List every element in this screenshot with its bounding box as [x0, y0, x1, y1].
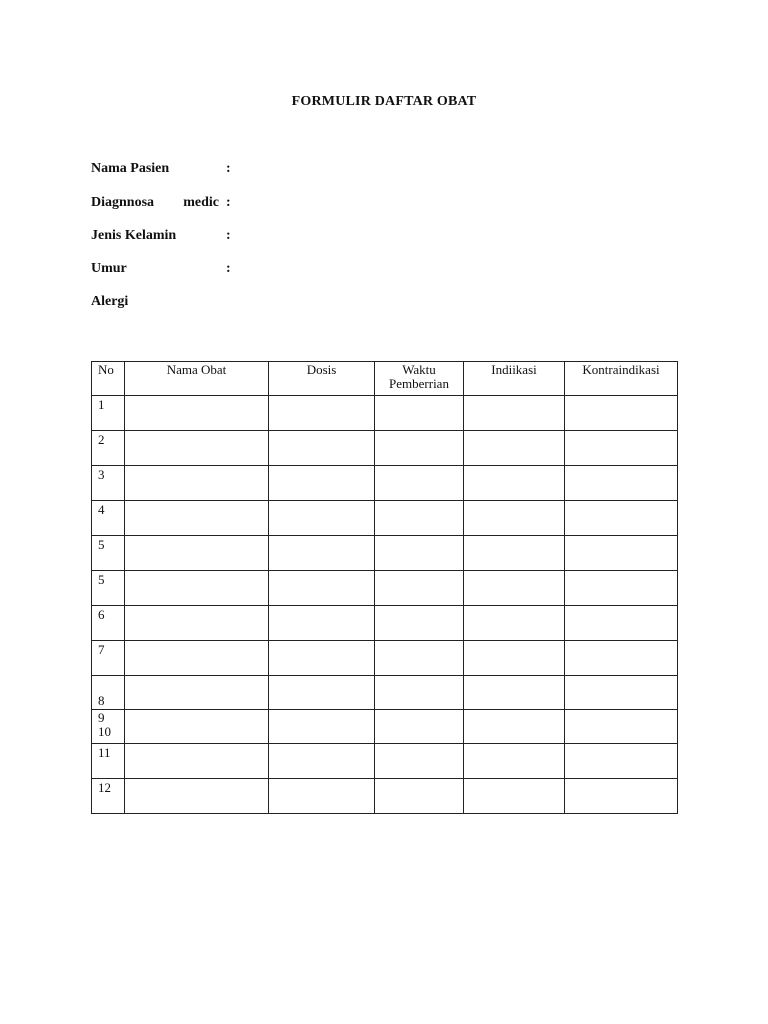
cell-kontraindikasi[interactable] [565, 431, 678, 466]
cell-waktu[interactable] [375, 536, 464, 571]
field-alergi [91, 294, 391, 314]
header-nama-obat: Nama Obat [125, 362, 269, 396]
cell-dosis[interactable] [269, 431, 375, 466]
table-row [92, 501, 678, 536]
cell-indikasi[interactable] [464, 606, 565, 641]
cell-waktu[interactable] [375, 501, 464, 536]
cell-kontraindikasi[interactable] [565, 396, 678, 431]
cell-kontraindikasi[interactable] [565, 710, 678, 744]
cell-dosis[interactable] [269, 641, 375, 676]
cell-indikasi[interactable] [464, 571, 565, 606]
table-row [92, 571, 678, 606]
row-number-part: 10 [98, 724, 111, 739]
cell-dosis[interactable] [269, 606, 375, 641]
cell-nama-obat[interactable] [125, 744, 269, 779]
cell-nama-obat[interactable] [125, 571, 269, 606]
cell-indikasi[interactable] [464, 396, 565, 431]
cell-dosis[interactable] [269, 744, 375, 779]
field-label: Nama Pasien [91, 161, 170, 176]
row-number: 2 [92, 431, 125, 466]
table-row [92, 536, 678, 571]
row-number: 3 [92, 466, 125, 501]
cell-indikasi[interactable] [464, 466, 565, 501]
document-title: FORMULIR DAFTAR OBAT [291, 94, 477, 109]
table-row [92, 431, 678, 466]
table-row [92, 466, 678, 501]
cell-indikasi[interactable] [464, 744, 565, 779]
cell-indikasi[interactable] [464, 710, 565, 744]
cell-indikasi[interactable] [464, 676, 565, 710]
cell-dosis[interactable] [269, 501, 375, 536]
field-umur [91, 261, 391, 281]
cell-dosis[interactable] [269, 571, 375, 606]
row-number-part: 9 [98, 710, 105, 725]
field-label [91, 195, 219, 211]
cell-kontraindikasi[interactable] [565, 466, 678, 501]
cell-kontraindikasi[interactable] [565, 779, 678, 814]
field-diagnosa-medic [91, 195, 391, 215]
field-colon: : [226, 161, 231, 176]
row-number: 8 [92, 676, 125, 710]
table-row [92, 710, 678, 744]
row-number: 11 [92, 744, 125, 779]
cell-waktu[interactable] [375, 431, 464, 466]
cell-indikasi[interactable] [464, 431, 565, 466]
cell-waktu[interactable] [375, 676, 464, 710]
cell-nama-obat[interactable] [125, 710, 269, 744]
cell-dosis[interactable] [269, 536, 375, 571]
cell-dosis[interactable] [269, 466, 375, 501]
row-number: 1 [92, 396, 125, 431]
row-number [92, 710, 125, 744]
cell-indikasi[interactable] [464, 501, 565, 536]
cell-waktu[interactable] [375, 779, 464, 814]
cell-waktu[interactable] [375, 466, 464, 501]
table-row [92, 676, 678, 710]
cell-nama-obat[interactable] [125, 501, 269, 536]
cell-waktu[interactable] [375, 396, 464, 431]
cell-dosis[interactable] [269, 710, 375, 744]
cell-waktu[interactable] [375, 641, 464, 676]
cell-dosis[interactable] [269, 396, 375, 431]
field-label-part: medic [183, 195, 219, 210]
field-jenis-kelamin [91, 228, 391, 248]
cell-waktu[interactable] [375, 744, 464, 779]
row-number: 5 [92, 571, 125, 606]
header-dosis: Dosis [269, 362, 375, 396]
field-colon: : [226, 195, 231, 210]
header-indikasi: Indiikasi [464, 362, 565, 396]
cell-indikasi[interactable] [464, 779, 565, 814]
table-row [92, 744, 678, 779]
medication-table [91, 361, 678, 814]
header-kontraindikasi: Kontraindikasi [565, 362, 678, 396]
cell-kontraindikasi[interactable] [565, 641, 678, 676]
cell-kontraindikasi[interactable] [565, 536, 678, 571]
field-label: Umur [91, 261, 127, 276]
header-no: No [92, 362, 125, 396]
table-row [92, 396, 678, 431]
cell-dosis[interactable] [269, 676, 375, 710]
field-label: Jenis Kelamin [91, 228, 177, 243]
cell-nama-obat[interactable] [125, 606, 269, 641]
row-number: 4 [92, 501, 125, 536]
cell-waktu[interactable] [375, 606, 464, 641]
cell-indikasi[interactable] [464, 641, 565, 676]
table-row [92, 779, 678, 814]
cell-nama-obat[interactable] [125, 779, 269, 814]
cell-nama-obat[interactable] [125, 536, 269, 571]
cell-kontraindikasi[interactable] [565, 744, 678, 779]
field-colon: : [226, 261, 231, 276]
cell-waktu[interactable] [375, 710, 464, 744]
cell-indikasi[interactable] [464, 536, 565, 571]
table-row [92, 641, 678, 676]
row-number: 6 [92, 606, 125, 641]
field-label: Alergi [91, 294, 129, 309]
field-nama-pasien [91, 161, 391, 181]
cell-kontraindikasi[interactable] [565, 571, 678, 606]
cell-waktu[interactable] [375, 571, 464, 606]
cell-kontraindikasi[interactable] [565, 676, 678, 710]
table-row [92, 606, 678, 641]
field-label-part: Diagnnosa [91, 195, 155, 210]
header-waktu-line1: Waktu [402, 362, 436, 377]
header-waktu-line2: Pemberrian [389, 376, 449, 391]
row-number: 7 [92, 641, 125, 676]
field-colon: : [226, 228, 231, 243]
cell-nama-obat[interactable] [125, 641, 269, 676]
row-number: 5 [92, 536, 125, 571]
cell-kontraindikasi[interactable] [565, 501, 678, 536]
cell-kontraindikasi[interactable] [565, 606, 678, 641]
header-waktu-pemberian [375, 362, 464, 396]
table-header-row [92, 362, 678, 396]
cell-dosis[interactable] [269, 779, 375, 814]
cell-nama-obat[interactable] [125, 466, 269, 501]
cell-nama-obat[interactable] [125, 676, 269, 710]
cell-nama-obat[interactable] [125, 431, 269, 466]
row-number: 12 [92, 779, 125, 814]
cell-nama-obat[interactable] [125, 396, 269, 431]
